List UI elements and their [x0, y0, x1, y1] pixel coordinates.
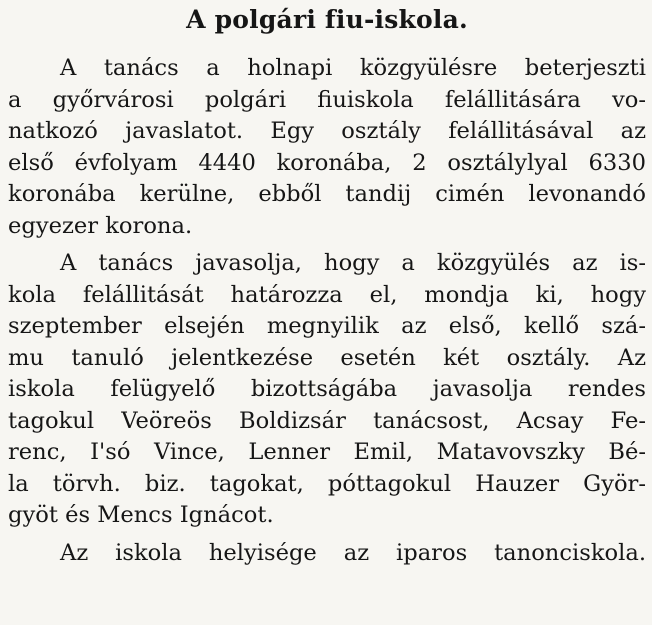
- text-line: iskola felügyelő bizottságába javasolja rendes: [8, 376, 646, 402]
- text-line: tagokul Veöreös Boldizsár tanácsost, Acsay Fe-: [8, 407, 646, 434]
- text-line: a győrvárosi polgári fiuiskola felállitására vo-: [8, 86, 646, 113]
- text-line: gyöt és Mencs Ignácot.: [8, 502, 274, 528]
- text-line: Az iskola helyisége az iparos tanonciskola.: [60, 539, 646, 566]
- text-line: A tanács javasolja, hogy a közgyülés az is-: [60, 250, 646, 276]
- text-line: mu tanuló jelentkezése esetén két osztály. Az: [8, 344, 646, 371]
- text-line: koronába kerülne, ebből tandij cimén levonandó: [8, 181, 646, 207]
- text-line: kola felállitását határozza el, mondja ki, hogy: [8, 281, 646, 308]
- paragraph-2: [8, 248, 646, 532]
- text-line: A tanács a holnapi közgyülésre beterjeszti: [60, 55, 646, 81]
- text-line: első évfolyam 4440 koronába, 2 osztálylyal 6330: [8, 149, 646, 176]
- paragraph-3: [8, 538, 646, 570]
- text-line: la törvh. biz. tagokat, póttagokul Hauzer Györ-: [8, 470, 646, 497]
- text-line: renc, I'só Vince, Lenner Emil, Matavovszky Bé-: [8, 439, 646, 465]
- text-line: szeptember elsején megnyilik az első, kellő szá-: [8, 313, 646, 339]
- article-title: A polgári fiu-iskola.: [186, 5, 468, 34]
- text-line: egyezer korona.: [8, 212, 193, 239]
- text-line: natkozó javaslatot. Egy osztály felállitásával az: [8, 118, 646, 144]
- paragraph-1: [8, 53, 646, 242]
